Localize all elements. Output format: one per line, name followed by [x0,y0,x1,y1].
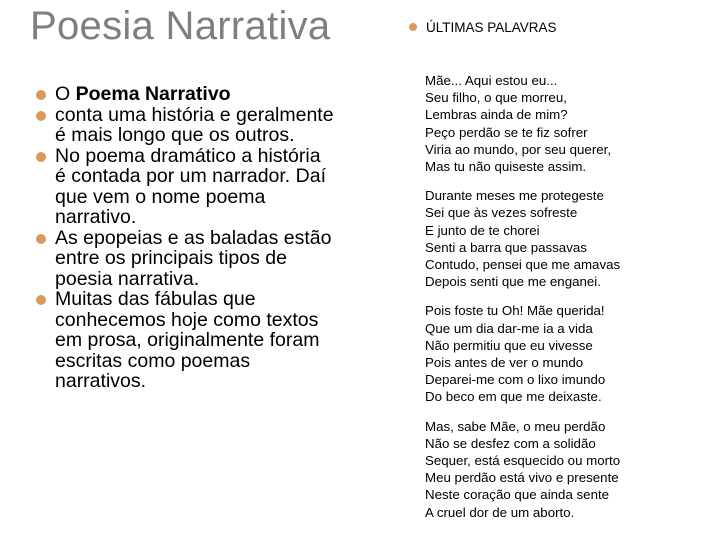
poem-header [409,19,709,37]
bullet-item [36,146,336,228]
bullet-text: No poema dramático a história é contada por um narrador. Daí que vem o nome poema narrativo. [55,144,326,228]
poem-line: Durante meses me protegeste [425,188,604,204]
poem-line: Do beco em que me deixaste. [425,389,602,405]
poem-line: Viria ao mundo, por seu querer, [425,141,612,157]
poem-line: Que um dia dar-me ia a vida [425,320,593,336]
bullet-icon [409,23,417,31]
stanza [425,418,715,521]
poem-line: Não se desfez com a solidão [425,435,596,451]
bullet-item [36,105,336,146]
bullet-icon [36,152,46,162]
poem-line: A cruel dor de um aborto. [425,504,575,520]
poem-line: Mãe... Aqui estou eu... [425,73,558,88]
bullet-item [36,84,336,105]
poem-line: Seu filho, o que morreu, [425,90,567,106]
poem-line: Sei que às vezes sofreste [425,205,578,221]
poem-line: Peço perdão se te fiz sofrer [425,124,588,140]
poem-stanzas [425,72,715,533]
bullet-text: conta uma história e geralmente é mais longo que os outros. [55,103,334,146]
poem-line: Deparei-me com o lixo imundo [425,372,606,388]
poem-line: Contudo, pensei que me amavas [425,257,621,273]
poem-line: Não permitiu que eu vivesse [425,337,593,353]
poem-line: Pois foste tu Oh! Mãe querida! [425,303,605,319]
poem-line: Depois senti que me enganei. [425,274,601,290]
bullet-list [36,84,336,392]
poem-line: E junto de te chorei [425,222,540,238]
bullet-bold-text: Poema Narrativo [75,83,231,105]
poem-line: Lembras ainda de mim? [425,107,568,123]
poem-line: Pois antes de ver o mundo [425,355,584,371]
poem-line: Mas, sabe Mãe, o meu perdão [425,418,606,434]
poem-heading-item [409,19,709,37]
stanza [425,302,715,405]
bullet-icon [36,295,46,305]
stanza [425,187,715,290]
poem-line: Sequer, está esquecido ou morto [425,453,621,469]
bullet-item [36,289,336,392]
poem-line: Neste coração que ainda sente [425,487,610,503]
bullet-text: Muitas das fábulas que conhecemos hoje como textos em prosa, originalmente foram escritas como poemas narrativos. [55,288,320,392]
poem-heading: ÚLTIMAS PALAVRAS [426,20,557,35]
bullet-item [36,228,336,290]
bullet-icon [36,90,46,100]
bullet-text: As epopeias e as baladas estão entre os principais tipos de poesia narrativa. [55,226,332,290]
slide-title: Poesia Narrativa [30,4,331,48]
poem-line: Meu perdão está vivo e presente [425,470,619,486]
bullet-icon [36,111,46,121]
poem-line: Mas tu não quiseste assim. [425,159,587,175]
stanza [425,72,715,175]
poem-line: Senti a barra que passavas [425,239,587,255]
bullet-prefix: O [55,83,76,105]
bullet-icon [36,234,46,244]
